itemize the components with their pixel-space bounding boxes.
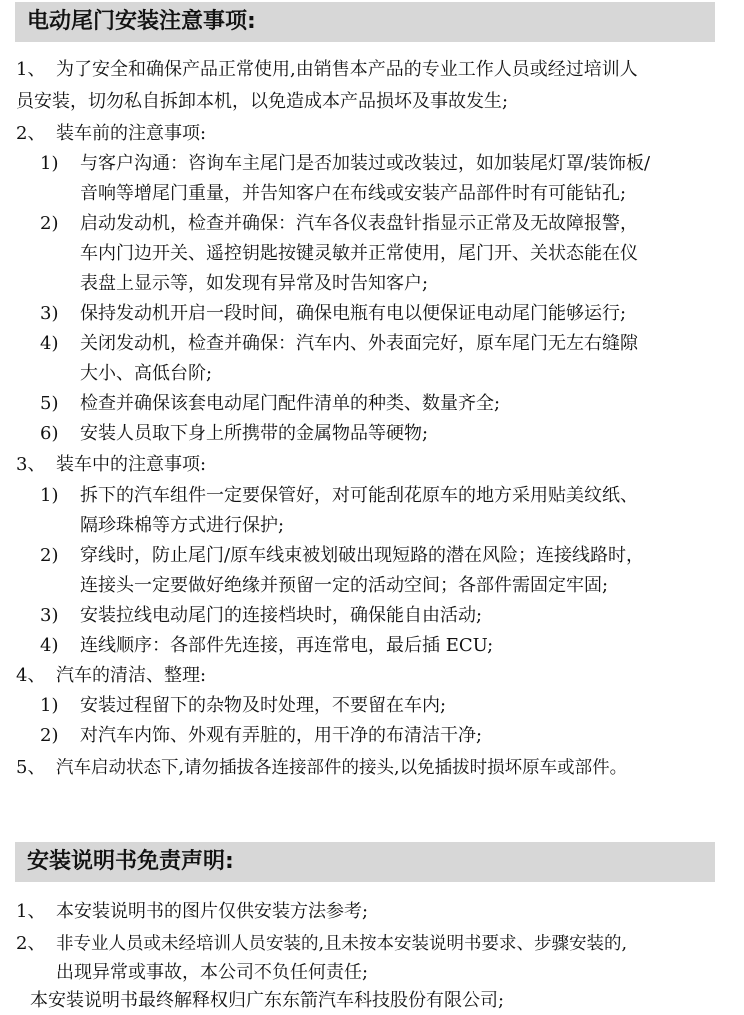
subitem-text: 拆下的汽车组件一定要保管好，对可能刮花原车的地方采用贴美纹纸、 (80, 485, 638, 506)
item-text: 出现异常或事故，本公司不负任何责任; (56, 962, 369, 983)
subitem-text: 安装人员取下身上所携带的金属物品等硬物; (80, 423, 429, 444)
item-text: 员安装，切勿私自拆卸本机，以免造成本产品损坏及事故发生; (16, 91, 509, 112)
subitem-text: 连接头一定要做好绝缘并预留一定的活动空间；各部件需固定牢固; (80, 575, 609, 596)
subitem-number: 3) (40, 303, 59, 324)
item-text: 为了安全和确保产品正常使用,由销售本产品的专业工作人员或经过培训人 (56, 59, 638, 80)
item-text: 汽车启动状态下,请勿插拔各连接部件的接头,以免插拔时损坏原车或部件。 (56, 758, 628, 778)
subitem-text: 启动发动机，检查并确保：汽车各仪表盘针指显示正常及无故障报警， (80, 213, 638, 234)
subitem-text: 穿线时，防止尾门/原车线束被划破出现短路的潜在风险；连接线路时， (80, 545, 645, 566)
item-number: 2、 (16, 933, 46, 954)
item-number: 2、 (16, 123, 46, 144)
item-text: 非专业人员或未经培训人员安装的,且未按本安装说明书要求、步骤安装的, (56, 934, 628, 954)
item-number: 4、 (16, 665, 46, 686)
subitem-text: 安装过程留下的杂物及时处理，不要留在车内; (80, 695, 447, 716)
item-heading: 装车前的注意事项: (56, 123, 207, 144)
subitem-text: 安装拉线电动尾门的连接档块时，确保能自由活动; (80, 605, 483, 626)
subitem-text: 检查并确保该套电动尾门配件清单的种类、数量齐全; (80, 393, 501, 414)
item-number: 1、 (16, 59, 46, 80)
subitem-number: 3) (40, 605, 59, 626)
subitem-number: 1) (40, 153, 59, 174)
section-title-precautions: 电动尾门安装注意事项: (15, 2, 715, 42)
item-number: 3、 (16, 454, 46, 475)
subitem-number: 2) (40, 725, 59, 746)
subitem-number: 6) (40, 423, 59, 444)
subitem-number: 4) (40, 333, 59, 354)
item-text: 本安装说明书的图片仅供安装方法参考; (56, 901, 369, 922)
item-heading: 汽车的清洁、整理: (56, 665, 207, 686)
subitem-number: 1) (40, 695, 59, 716)
subitem-text: 关闭发动机，检查并确保：汽车内、外表面完好，原车尾门无左右缝隙 (80, 333, 638, 354)
subitem-number: 1) (40, 485, 59, 506)
subitem-number: 4) (40, 635, 59, 656)
subitem-text: 车内门边开关、遥控钥匙按键灵敏并正常使用，尾门开、关状态能在仪 (80, 243, 638, 264)
subitem-text: 与客户沟通：咨询车主尾门是否加装过或改装过，如加装尾灯罩/装饰板/ (80, 153, 651, 174)
subitem-text: 表盘上显示等，如发现有异常及时告知客户; (80, 273, 429, 294)
subitem-text: 隔珍珠棉等方式进行保护; (80, 515, 285, 536)
subitem-number: 5) (40, 393, 59, 414)
item-number: 5、 (16, 757, 46, 778)
subitem-number: 2) (40, 545, 59, 566)
subitem-text: 对汽车内饰、外观有弄脏的，用干净的布清洁干净; (80, 725, 483, 746)
item-number: 1、 (16, 901, 46, 922)
subitem-text: 音响等增尾门重量，并告知客户在布线或安装产品部件时有可能钻孔; (80, 183, 627, 204)
subitem-text: 连线顺序：各部件先连接，再连常电，最后插 ECU; (80, 635, 494, 656)
section-title-disclaimer: 安装说明书免责声明: (15, 842, 715, 882)
footer-statement: 本安装说明书最终解释权归广东东箭汽车科技股份有限公司; (30, 990, 505, 1011)
subitem-text: 保持发动机开启一段时间，确保电瓶有电以便保证电动尾门能够运行; (80, 303, 627, 324)
item-heading: 装车中的注意事项: (56, 454, 207, 475)
subitem-number: 2) (40, 213, 59, 234)
subitem-text: 大小、高低台阶; (80, 363, 213, 384)
